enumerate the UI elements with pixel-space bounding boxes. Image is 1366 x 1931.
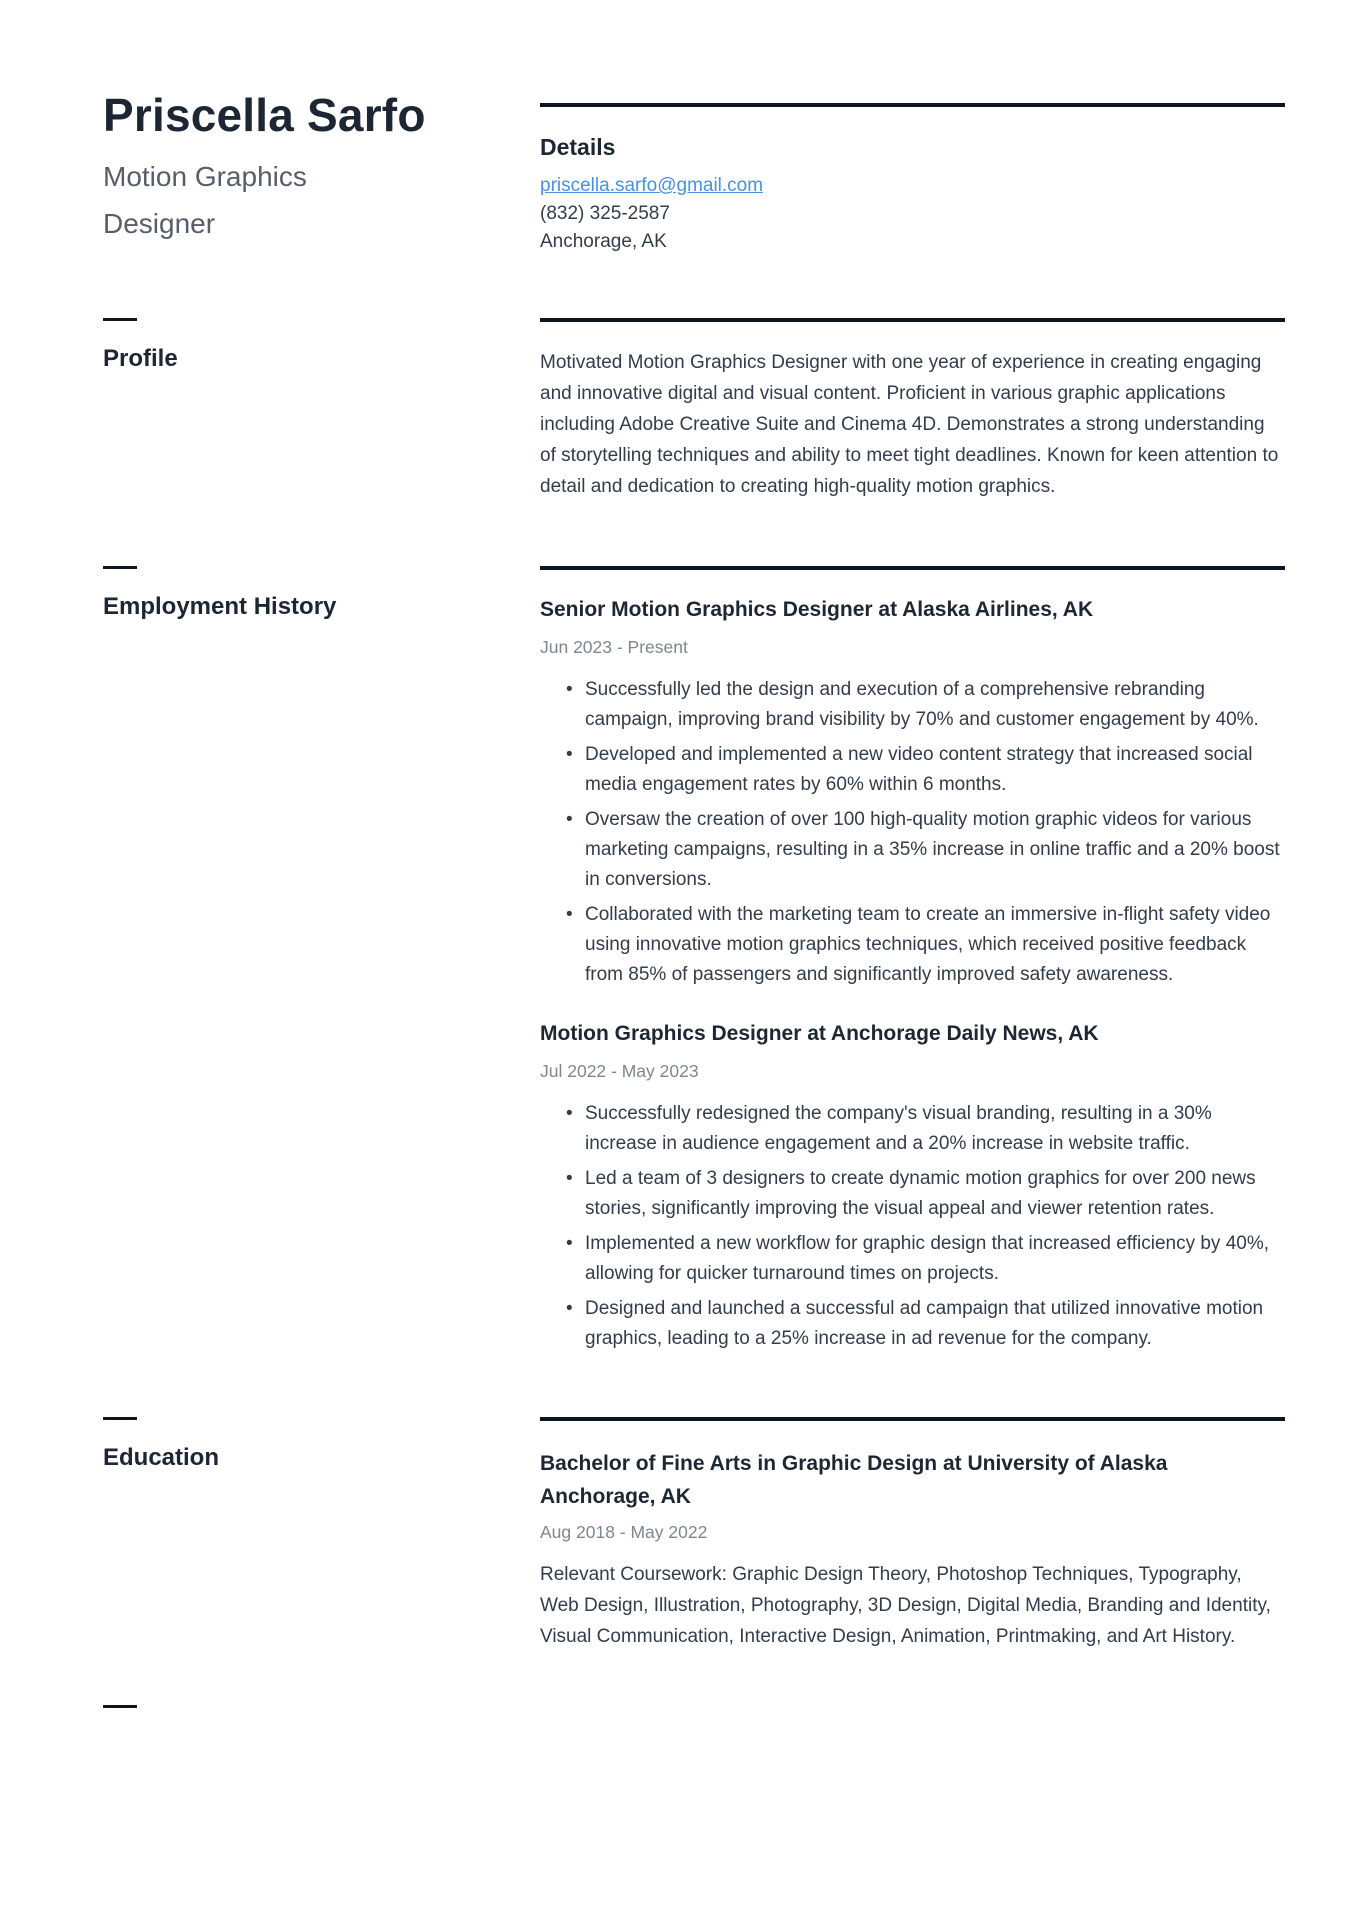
employment-sidebar (103, 566, 540, 1354)
education-section-rule (540, 1417, 1285, 1421)
profile-section-rule (540, 318, 1285, 322)
education-sidebar (103, 1417, 540, 1652)
employment-heading: Employment History (103, 593, 337, 620)
next-section-start (103, 1705, 1285, 1708)
education-content (540, 1417, 1285, 1652)
profile-section (103, 318, 1285, 502)
job-bullet: • Led a team of 3 designers to create dynamic motion graphics for over 200 news stories, significantly improving the visual appeal and viewer retention rates. (540, 1164, 1285, 1224)
job-dates: Jul 2022 - May 2023 (540, 1061, 699, 1081)
education-section-dash (103, 1417, 137, 1420)
education-description: Relevant Coursework: Graphic Design Theory, Photoshop Techniques, Typography, Web Design, Illustration, Photography, 3D Design, Digital Media, Branding and Identity, Visual Communication, Interactive Design, Animation, Printmaking, and Art History. (540, 1564, 1271, 1647)
details-heading: Details (540, 134, 616, 160)
job-bullet-list (540, 1099, 1285, 1354)
header-left (103, 90, 540, 256)
job-title: Motion Graphics Designer at Anchorage Daily News, AK (540, 1022, 1099, 1045)
job-bullet: • Collaborated with the marketing team to create an immersive in-flight safety video using innovative motion graphics techniques, which received positive feedback from 85% of passengers and significantly improved safety awareness. (540, 900, 1285, 990)
job-entry (540, 596, 1285, 990)
job-entry (540, 1020, 1285, 1354)
job-bullet: • Successfully led the design and execution of a comprehensive rebranding campaign, improving brand visibility by 70% and customer engagement by 40%. (540, 675, 1285, 735)
phone-number: (832) 325-2587 (540, 203, 670, 224)
person-name: Priscella Sarfo (103, 89, 426, 141)
employment-section (103, 566, 1285, 1354)
job-bullet: • Developed and implemented a new video content strategy that increased social media engagement rates by 60% within 6 months. (540, 740, 1285, 800)
profile-sidebar (103, 318, 540, 502)
profile-content (540, 318, 1285, 502)
education-dates: Aug 2018 - May 2022 (540, 1522, 708, 1542)
profile-text: Motivated Motion Graphics Designer with one year of experience in creating engaging and innovative digital and visual content. Proficient in various graphic applications including Adobe Creative Suite and Cinema 4D. Demonstrates a strong understanding of storytelling techniques and ability to meet tight deadlines. Known for keen attention to detail and dedication to creating high-quality motion graphics. (540, 352, 1279, 497)
education-heading: Education (103, 1444, 220, 1471)
job-bullet: • Implemented a new workflow for graphic design that increased efficiency by 40%, allowing for quicker turnaround times on projects. (540, 1229, 1285, 1289)
details-block (540, 90, 1285, 256)
job-dates: Jun 2023 - Present (540, 637, 688, 657)
next-section-dash (103, 1705, 137, 1708)
employment-content (540, 566, 1285, 1354)
location-text: Anchorage, AK (540, 231, 667, 252)
job-bullet-list (540, 675, 1285, 990)
job-bullet: • Oversaw the creation of over 100 high-quality motion graphic videos for various marketing campaigns, resulting in a 35% increase in online traffic and a 20% boost in conversions. (540, 805, 1285, 895)
email-link[interactable]: priscella.sarfo@gmail.com (540, 175, 764, 196)
details-section-rule (540, 103, 1285, 107)
profile-heading: Profile (103, 345, 178, 372)
degree-title: Bachelor of Fine Arts in Graphic Design at University of Alaska Anchorage, AK (540, 1452, 1168, 1508)
person-job-title: Motion Graphics Designer (103, 160, 307, 239)
job-bullet: • Successfully redesigned the company's visual branding, resulting in a 30% increase in audience engagement and a 20% increase in website traffic. (540, 1099, 1285, 1159)
job-bullet: • Designed and launched a successful ad campaign that utilized innovative motion graphics, leading to a 25% increase in ad revenue for the company. (540, 1294, 1285, 1354)
profile-section-dash (103, 318, 137, 321)
education-section (103, 1417, 1285, 1652)
job-title: Senior Motion Graphics Designer at Alaska Airlines, AK (540, 598, 1094, 621)
header-section (103, 90, 1285, 256)
employment-section-rule (540, 566, 1285, 570)
employment-section-dash (103, 566, 137, 569)
